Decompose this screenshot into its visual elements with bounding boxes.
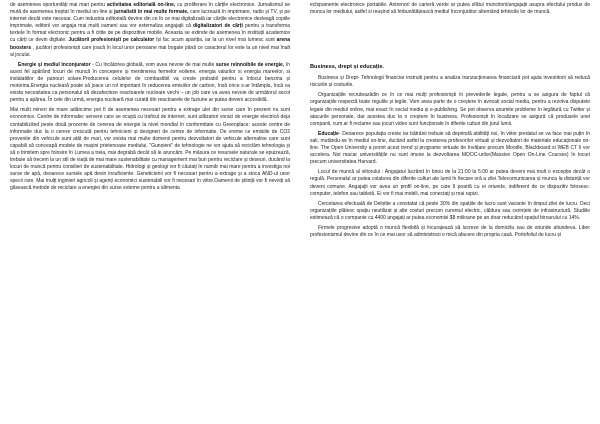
paragraph-energy <box>10 62 290 105</box>
paragraph-green-careers: echipamente electronice portabile. Antrenori de carieră verde ar putea sfătui muncitorii/angajații asupra efectului produs de munca lor mediului, astfel si reușind să îmbunătățească mediul înconjurător alternând tehnicile lor de muncă. <box>310 2 590 16</box>
text-run: care lucrează în imprimare, radio și TV, și pe internet decât este necesar. Cum industria editorială devine din ce în ce mai digitalizată iar cărțile electronice dezleagă copiile imprimate, editorii vor angaja mai multi oameni sau vor externaliza angajații că <box>10 9 290 30</box>
paragraph-business-law: Business și Drept- Tehnologii financiar instruiti pentru a analiza tranzacționarea financiară pot ajuta investitorii să reducă riscurile și costurile. <box>310 75 590 89</box>
bold-term: Energie și mediul înconjurator <box>18 61 91 68</box>
bold-term: digitalizatori de cărți <box>192 23 243 30</box>
bold-term: Educație <box>318 130 339 137</box>
text-run: - Cu încălzirea globală, vom avea nevoie de mai multe <box>90 61 216 68</box>
bold-term: activitatea editorială on-line, <box>107 2 176 8</box>
section-heading: Business, drept și educație. <box>310 64 384 71</box>
text-run: - Deoarece populația creste iar bătrânii trebuie să deprindă abilități noi, în viitor predatul se va face mai puțin în sali, mutându-se în mediul on-line, ducând astfel la cresterea profesorilor virtuali și dezvoltatori de materiale educaționale on-line. The Open University a pornit acest trend și programe virtuale de învățare precum Moodle, Blackboard si WEB CT îi vor accelera. Noi macar universitățile nu sunt imune la dezvoltarea MOOC-urilor(Massive Open On-Line Courses) în locuri precum universitatea Harvard. <box>310 130 590 166</box>
bold-term: arena boosters <box>10 37 290 51</box>
paragraph-mining-datacenters: Mai multi mineri de mare adâncime pot fi de asemenea necesari pentru a extrage ulei din surse care în prezent nu sunt economice. Centre de informatie: servere care se ocupă cu traficul de internet, sunt utilizatori voraci de energie electrică deja contabilizând peste două procente de cererea de energie la nivel mondial în conformitate cu Greenplace; aceste centre de informatie duc la o cerere crescută pentru tehnicieni și designeri de centre de informatie. De vreme ce emisiile de CO2 provenite din vehicule sunt atât de mari, vor exista mai multe domenii pentru dezvoltatori de vehicule alternative care sunt capabili să conceapă modele de mașini prietenoase mediului. "Gunoieni" de tehnologie ne vor ajuta să reciclăm tehnologia și să o trimitem spre folosire în Lumea a treia, mai degrabă decât să le aruncăm. Pe măsura ce resursele naturale se epuizează, trebuie să trecem la un stil de viață de mai mare sustenabilitate cu management mai bun pentru reciclare și deseuri, ducând la locuri de muncă pentru consilieri de sustenabilitate. Hidrologi și geologi vor fi căutați în număr mai mare pentru a investiga noi surse de apă, deoarece sursele apă devin insuficiente. Geneticienii vor fi necesari pentru a extrage și a stoca AND-ul unor specii rare. Mai mulți inginieri agricoli și agenți economici sustenabili vor fi necesari în viitor.Oamenii de știință vor fi nevoiți să găsească metode de reciclare a energiei din surse externe pentru a alimenta <box>10 107 290 192</box>
text-run: , jucători profesioniști care joacă în locul unor persoane mai bogate până ce caracterul lor este la un nivel mai înalt al jocului. <box>10 44 290 58</box>
text-run: își fac acum apariția, iar la un nivel mai lumesc sunt <box>154 37 277 44</box>
text-run: în acest fel apărând locuri de muncă în concepere și mentinerea fermelor eoliene, energia valurilor si energia mareelor, si instalatiilor de panouri solare.Producerea celulelor de combustibil va creste probabil pentru a înlocui benzina și motorina.Energia nucleară poate să joace un rol important în reducerea emisiilor de carbon, însă orice s-ar întâmpla, încă va exista necesitatea ca personalul să dezafecteze reactoarele nucleare vechi – un job care va avea nevoie de următorul secol pentru a apărea. În cele din urmă, energia nucleară mai curată din reactoarele de fuziune ar putea deveni accesibilă. <box>10 61 290 104</box>
text-run: cu proliferare în cărțile electronice. Jurnalismul se mută de asemenea treptat în mediul on-line și <box>10 2 290 16</box>
bold-term: surse reînnoibile de energie, <box>215 61 285 68</box>
paragraph-future-workplace: Locul de muncă al viitorului : Angajatul lucrând în birou de la 21:00 la 5:00 ar putea deveni mai mult o excepție decât o regulă. Personalul ar putea colabora din diferite culturi ale lumii în fiecare oră a zilei.Telecomunicarea și munca la distanță vor deveni comune. Angajații vor avea un profil on-line, pe care îl poartă cu ei oriunde, indiferent de ce dispozitiv folosesc: computer, telefon sau tabletă. Ei vor fi mai mobili, mai conectați și mai rapizi. <box>310 169 590 197</box>
left-column <box>10 2 290 424</box>
paragraph-organizations: Organizațiile recruteazădin ce în ce mai mulți profesioniști în prevederile legale, pentru a se asigura de faptul că organizațiile respectă toate regulile și legile. Vom avea parte de o creștere în avocati social media, pentru a rezolva disputele legale din mediul online, mai exact în social media și e-publishing. Se pot observa anumite probleme în legătură cu Twitter și atacurile personale, dar acestea duc la o creștere în business. Profesioniști în localizare se asigură că produsele unei companii, cum ar fi reclame sau jocuri video sunt funcționale în diferite culturi din jurul lumii. <box>310 92 590 127</box>
bold-term: jurnalistii în mai multe formate, <box>114 9 189 16</box>
paragraph-digital-publishing <box>10 2 290 59</box>
paragraph-flexible-work: Firmele progresive adoptă o muncă flexibilă și încurajează să lucreze de la domiciliu sau de oriunde altundeva. Liber profesionismul devine din ce în ce mai usor să administrezi o mică afacere din propria casă. Portofoliul de lucru și <box>310 224 590 239</box>
paragraph-education <box>310 131 590 166</box>
text-run: de asemenea oportunități mai mari pentru <box>10 2 107 8</box>
paragraph-deloitte-research: Cercetarea efectuată de Deloitte a constatat că peste 30% din spațiile de lucru sunt vacante în timpul zilei de lucru. Deci organizațiile plătesc spațiu neutilizat și alte costuri precum curentul electric, căldura sau cerințele de infrastructură. Studiile estimează că o companie cu 4400 angajați ar putea economisi $8 milioane pe an doar reducând spațiul birourului cu 14%. <box>310 200 590 221</box>
bold-term: Jucătorii profesioniști pe calculator <box>68 37 155 44</box>
right-column <box>310 2 590 424</box>
text-run: pentru a transforma textele în format electronic pentru a fi citite de pe dispozitive mobile. Aceasta se extinde de asemenea în instituții academice cu cărți ce devin digitale. <box>10 23 290 44</box>
